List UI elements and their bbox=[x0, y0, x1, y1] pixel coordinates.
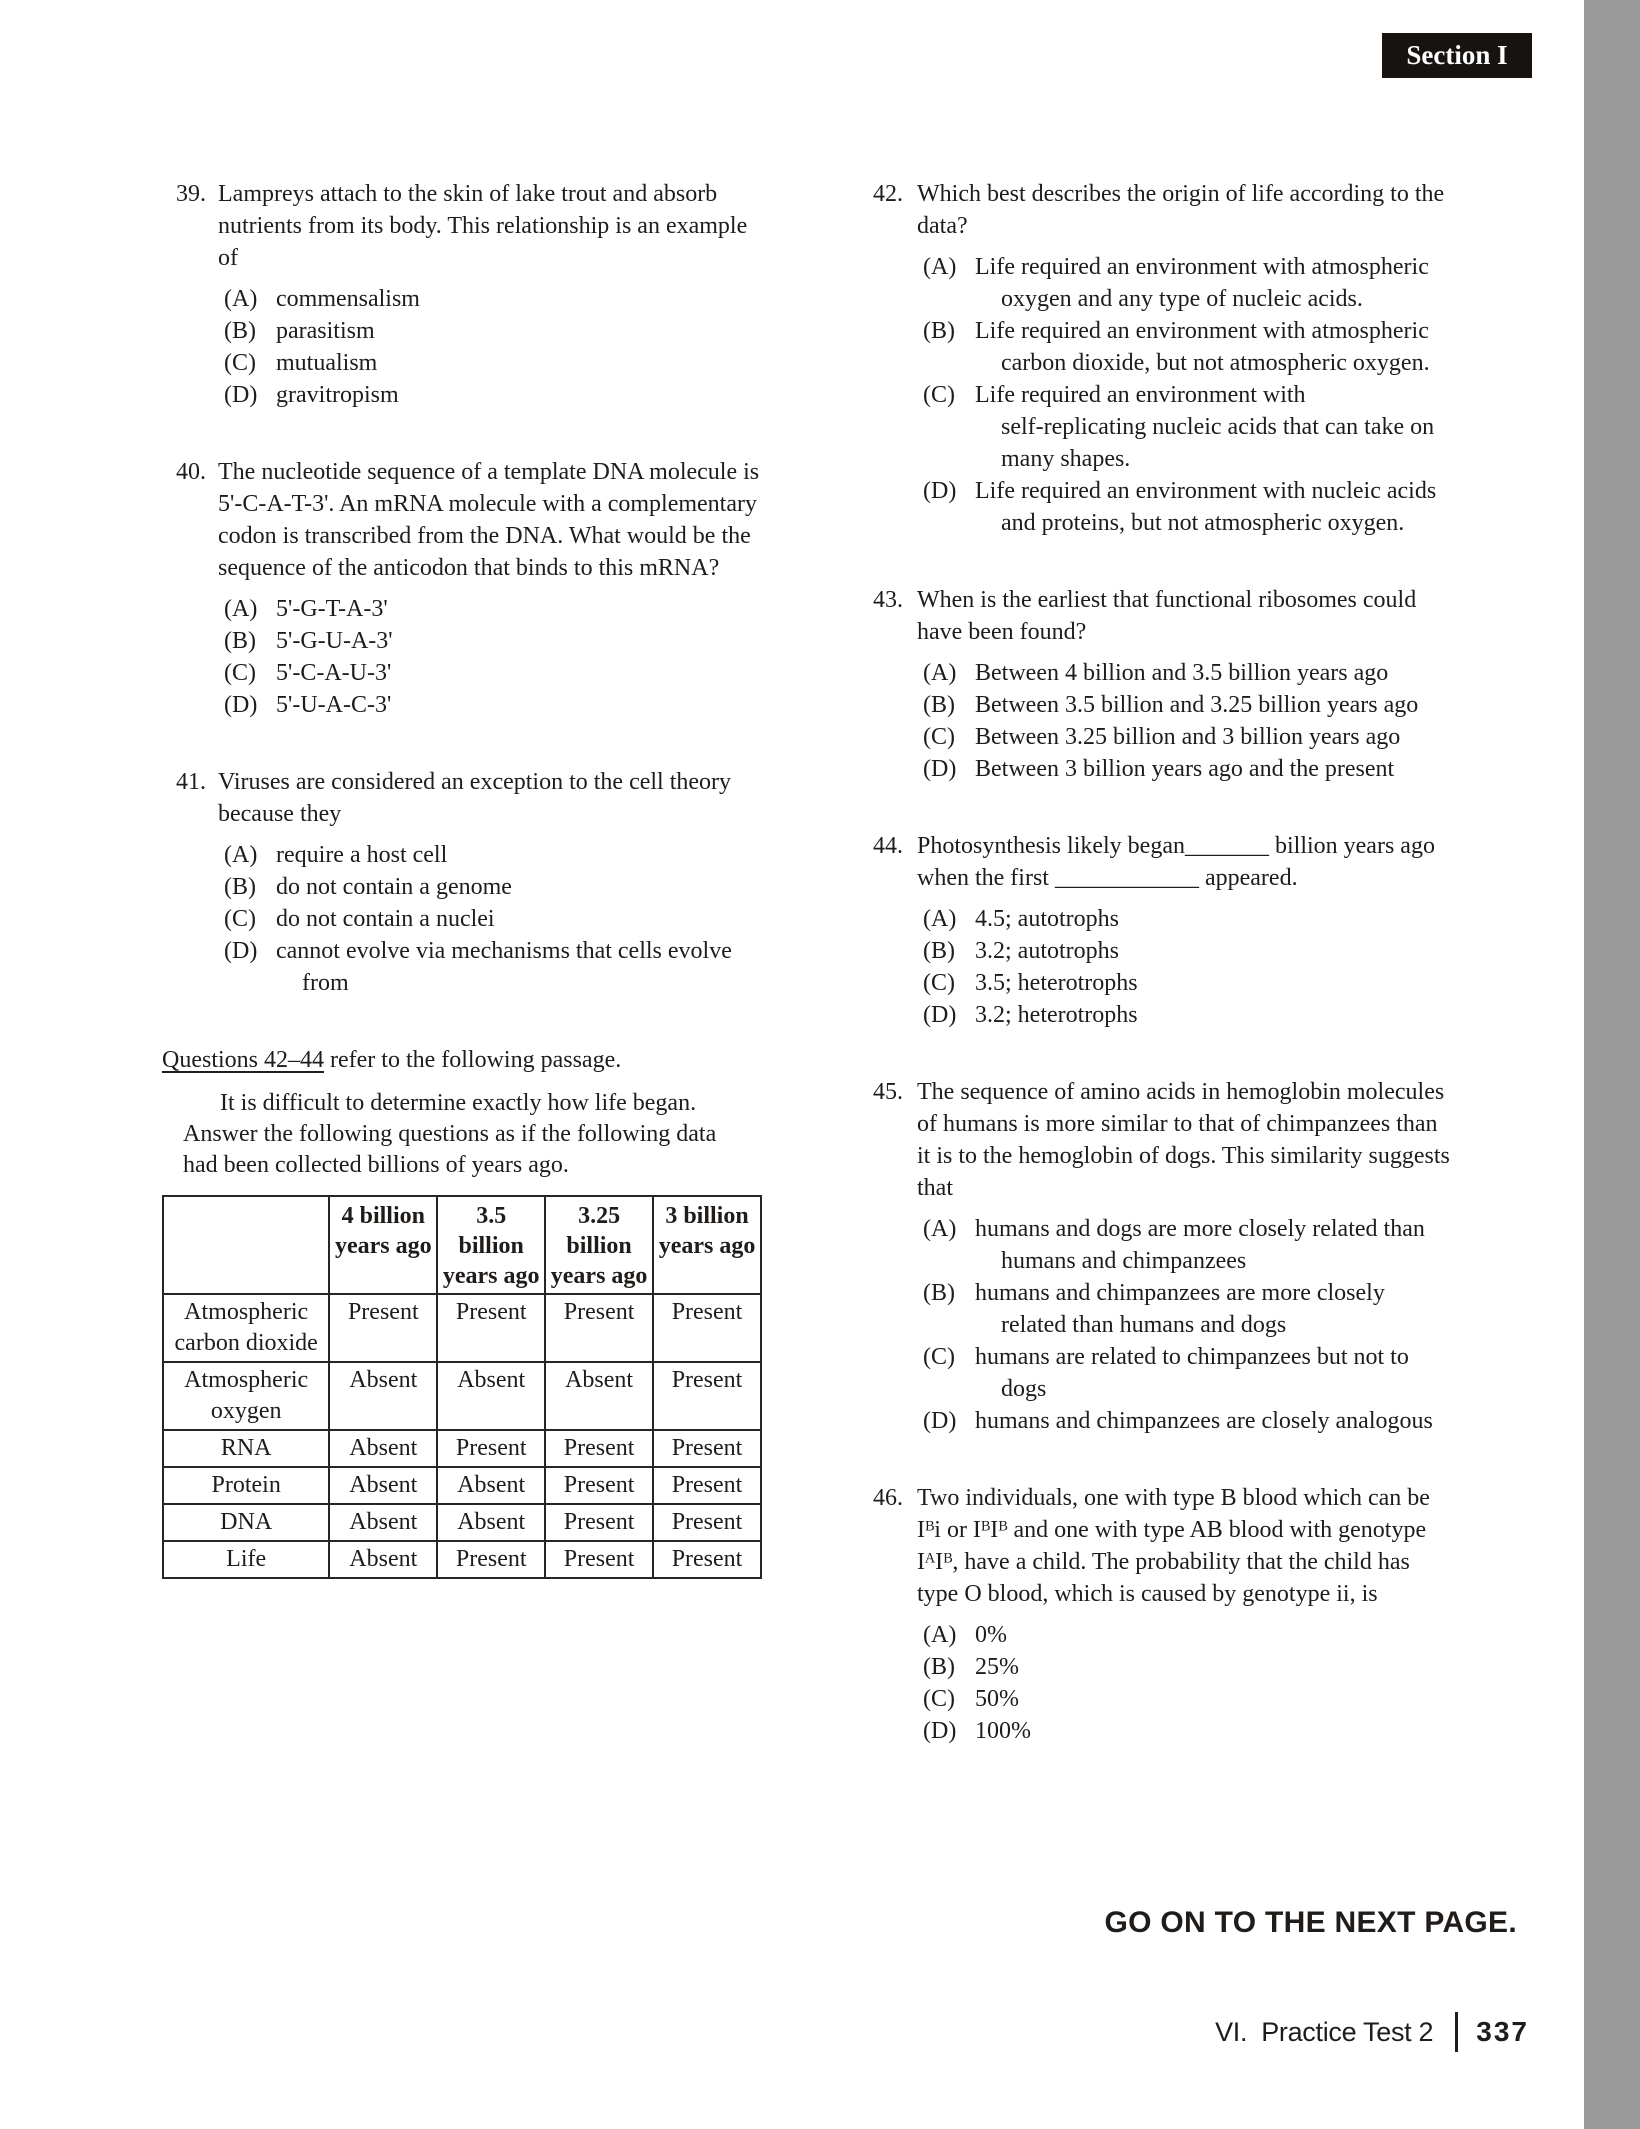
question-body bbox=[917, 584, 1453, 785]
table-row bbox=[163, 1362, 761, 1430]
question-44 bbox=[873, 830, 1453, 1031]
table-cell: Absent bbox=[329, 1504, 437, 1541]
choice-letter: (D) bbox=[923, 1002, 957, 1028]
table-cell: Present bbox=[545, 1467, 653, 1504]
table-cell: Present bbox=[545, 1541, 653, 1578]
choice bbox=[923, 1651, 1453, 1683]
question-body bbox=[218, 766, 762, 999]
question-body bbox=[218, 456, 762, 721]
question-body bbox=[917, 178, 1453, 539]
question-text: Photosynthesis likely began_______ billion years ago when the first ____________ appeared. bbox=[917, 833, 1435, 891]
choice-text: Between 3 billion years ago and the present bbox=[975, 756, 1395, 782]
choice-text: 5'-G-T-A-3' bbox=[276, 596, 388, 622]
choice-list bbox=[218, 839, 762, 999]
question-39 bbox=[176, 178, 762, 411]
table-cell: Absent bbox=[437, 1467, 545, 1504]
footer-breadcrumb bbox=[1215, 2012, 1529, 2052]
choice bbox=[923, 967, 1453, 999]
table-cell: Present bbox=[437, 1541, 545, 1578]
question-number: 42. bbox=[873, 181, 903, 207]
choice bbox=[923, 935, 1453, 967]
choice-letter: (D) bbox=[923, 1408, 957, 1434]
choice-letter: (A) bbox=[923, 1622, 957, 1648]
choice-text: 3.2; heterotrophs bbox=[975, 1002, 1138, 1028]
table-row-label: Life bbox=[163, 1541, 329, 1578]
choice-text: 5'-C-A-U-3' bbox=[276, 660, 392, 686]
choice-text: 5'-U-A-C-3' bbox=[276, 692, 392, 718]
choice bbox=[224, 657, 762, 689]
choice-text: 100% bbox=[975, 1718, 1031, 1744]
choice bbox=[923, 1341, 1453, 1405]
table-cell: Present bbox=[653, 1541, 761, 1578]
choice-letter: (D) bbox=[224, 382, 258, 408]
choice-letter: (D) bbox=[224, 692, 258, 718]
table-row-label: RNA bbox=[163, 1430, 329, 1467]
left-column bbox=[162, 178, 762, 1579]
choice-text: Between 3.25 billion and 3 billion years ago bbox=[975, 724, 1401, 750]
table-row bbox=[163, 1504, 761, 1541]
choice-list bbox=[917, 1213, 1453, 1437]
table-cell: Present bbox=[653, 1430, 761, 1467]
table-header-blank bbox=[163, 1196, 329, 1294]
section-badge bbox=[1382, 33, 1532, 78]
table-row bbox=[163, 1467, 761, 1504]
choice-text: gravitropism bbox=[276, 382, 399, 408]
table-cell: Present bbox=[653, 1467, 761, 1504]
choice bbox=[224, 689, 762, 721]
choice-letter: (B) bbox=[923, 318, 955, 344]
choice bbox=[224, 593, 762, 625]
choice bbox=[923, 999, 1453, 1031]
choice-text: humans and chimpanzees are closely analogous bbox=[975, 1408, 1433, 1434]
table-row-label: Protein bbox=[163, 1467, 329, 1504]
choice bbox=[923, 689, 1453, 721]
choice-letter: (C) bbox=[224, 350, 256, 376]
choice-text: cannot evolve via mechanisms that cells evolve from bbox=[276, 938, 732, 996]
choice-text: Life required an environment with nucleic acids and proteins, but not atmospheric oxygen. bbox=[975, 478, 1437, 536]
table-cell: Present bbox=[545, 1504, 653, 1541]
choice-letter: (C) bbox=[224, 660, 256, 686]
choice-text: humans and chimpanzees are more closely related than humans and dogs bbox=[975, 1280, 1385, 1338]
table-row bbox=[163, 1294, 761, 1362]
choice-letter: (B) bbox=[923, 1280, 955, 1306]
choice bbox=[923, 657, 1453, 689]
choice-text: 3.2; autotrophs bbox=[975, 938, 1119, 964]
question-text: When is the earliest that functional ribosomes could have been found? bbox=[917, 587, 1417, 645]
choice-text: 3.5; heterotrophs bbox=[975, 970, 1138, 996]
choice bbox=[923, 1715, 1453, 1747]
choice-letter: (D) bbox=[923, 756, 957, 782]
choice bbox=[923, 379, 1453, 475]
choice-letter: (B) bbox=[923, 1654, 955, 1680]
right-edge-strip bbox=[1584, 0, 1640, 2129]
question-45 bbox=[873, 1076, 1453, 1437]
table-cell: Present bbox=[329, 1294, 437, 1362]
table-cell: Present bbox=[545, 1294, 653, 1362]
question-number: 39. bbox=[176, 181, 206, 207]
table-cell: Absent bbox=[329, 1541, 437, 1578]
question-number: 41. bbox=[176, 769, 206, 795]
choice bbox=[224, 625, 762, 657]
question-body bbox=[917, 830, 1453, 1031]
passage: It is difficult to determine exactly how life began. Answer the following questions as if the following data had been collected billions of years ago. bbox=[183, 1090, 717, 1178]
table-cell: Absent bbox=[437, 1504, 545, 1541]
table-cell: Absent bbox=[437, 1362, 545, 1430]
choice-letter: (D) bbox=[224, 938, 258, 964]
table-row bbox=[163, 1430, 761, 1467]
choice-letter: (C) bbox=[224, 906, 256, 932]
choice bbox=[224, 315, 762, 347]
choice bbox=[923, 1213, 1453, 1277]
table-row-label: Atmospheric carbon dioxide bbox=[163, 1294, 329, 1362]
question-number: 46. bbox=[873, 1485, 903, 1511]
table-cell: Present bbox=[653, 1504, 761, 1541]
choice-text: 5'-G-U-A-3' bbox=[276, 628, 393, 654]
table-header-cell: 3.5 billion years ago bbox=[437, 1196, 545, 1294]
choice-text: 50% bbox=[975, 1686, 1019, 1712]
passage-reference-range: Questions 42–44 bbox=[162, 1047, 324, 1073]
table-row bbox=[163, 1541, 761, 1578]
choice-text: Life required an environment with atmospheric oxygen and any type of nucleic acids. bbox=[975, 254, 1429, 312]
question-number: 45. bbox=[873, 1079, 903, 1105]
table-cell: Absent bbox=[545, 1362, 653, 1430]
question-text: Viruses are considered an exception to the cell theory because they bbox=[218, 769, 732, 827]
choice bbox=[923, 903, 1453, 935]
table-cell: Present bbox=[545, 1430, 653, 1467]
choice-letter: (B) bbox=[224, 628, 256, 654]
question-41 bbox=[176, 766, 762, 999]
choice bbox=[923, 753, 1453, 785]
choice-letter: (B) bbox=[923, 938, 955, 964]
table-row-label: Atmospheric oxygen bbox=[163, 1362, 329, 1430]
question-text: Lampreys attach to the skin of lake trout and absorb nutrients from its body. This relationship is an example of bbox=[218, 181, 748, 271]
choice-letter: (B) bbox=[224, 318, 256, 344]
choice bbox=[224, 903, 762, 935]
choice bbox=[923, 1277, 1453, 1341]
choice-text: commensalism bbox=[276, 286, 420, 312]
passage-reference-heading bbox=[162, 1044, 762, 1076]
choice-letter: (D) bbox=[923, 478, 957, 504]
choice bbox=[923, 475, 1453, 539]
choice bbox=[923, 315, 1453, 379]
question-number: 40. bbox=[176, 459, 206, 485]
table-header-cell: 3 billion years ago bbox=[653, 1196, 761, 1294]
choice-letter: (A) bbox=[224, 842, 258, 868]
choice-letter: (A) bbox=[224, 286, 258, 312]
question-40 bbox=[176, 456, 762, 721]
table-cell: Present bbox=[437, 1430, 545, 1467]
choice-list bbox=[917, 251, 1453, 539]
choice-text: mutualism bbox=[276, 350, 378, 376]
choice-letter: (A) bbox=[923, 254, 957, 280]
table-row-label: DNA bbox=[163, 1504, 329, 1541]
table-header-cell: 4 billion years ago bbox=[329, 1196, 437, 1294]
choice-list bbox=[218, 593, 762, 721]
choice-list bbox=[917, 657, 1453, 785]
question-text: Which best describes the origin of life according to the data? bbox=[917, 181, 1445, 239]
question-text: The sequence of amino acids in hemoglobin molecules of humans is more similar to that of chimpanzees than it is to the hemoglobin of dogs. This similarity suggests that bbox=[917, 1079, 1450, 1201]
choice-list bbox=[917, 1619, 1453, 1747]
choice-list bbox=[917, 903, 1453, 1031]
question-body bbox=[917, 1076, 1453, 1437]
choice bbox=[923, 1619, 1453, 1651]
choice-letter: (C) bbox=[923, 1686, 955, 1712]
choice-letter: (B) bbox=[923, 692, 955, 718]
question-43 bbox=[873, 584, 1453, 785]
passage-reference-rest: refer to the following passage. bbox=[324, 1047, 622, 1073]
question-body bbox=[218, 178, 762, 411]
choice-letter: (A) bbox=[923, 1216, 957, 1242]
table-cell: Absent bbox=[329, 1467, 437, 1504]
choice bbox=[923, 721, 1453, 753]
table-cell: Present bbox=[653, 1294, 761, 1362]
choice bbox=[224, 935, 762, 999]
question-42 bbox=[873, 178, 1453, 539]
table-cell: Absent bbox=[329, 1362, 437, 1430]
choice bbox=[224, 379, 762, 411]
choice-text: do not contain a genome bbox=[276, 874, 512, 900]
choice-letter: (D) bbox=[923, 1718, 957, 1744]
question-body bbox=[917, 1482, 1453, 1747]
table-cell: Present bbox=[437, 1294, 545, 1362]
choice bbox=[923, 1683, 1453, 1715]
choice-text: humans and dogs are more closely related than humans and chimpanzees bbox=[975, 1216, 1425, 1274]
choice-text: 25% bbox=[975, 1654, 1019, 1680]
choice-text: Between 3.5 billion and 3.25 billion years ago bbox=[975, 692, 1419, 718]
data-table bbox=[162, 1195, 762, 1579]
choice-text: humans are related to chimpanzees but not to dogs bbox=[975, 1344, 1409, 1402]
choice-letter: (C) bbox=[923, 1344, 955, 1370]
choice-text: Life required an environment with atmospheric carbon dioxide, but not atmospheric oxygen. bbox=[975, 318, 1430, 376]
table-cell: Absent bbox=[329, 1430, 437, 1467]
footer-divider bbox=[1455, 2012, 1458, 2052]
table-header-row bbox=[163, 1196, 761, 1294]
choice-list bbox=[218, 283, 762, 411]
question-number: 43. bbox=[873, 587, 903, 613]
choice-text: 0% bbox=[975, 1622, 1007, 1648]
question-text: Two individuals, one with type B blood which can be Iᴮi or IᴮIᴮ and one with type AB blood with genotype IᴬIᴮ, have a child. The probability that the child has type O blood, which is caused by genotype ii, is bbox=[917, 1485, 1430, 1607]
footer-section-label: VI. bbox=[1215, 2016, 1248, 2047]
choice bbox=[224, 871, 762, 903]
question-text: The nucleotide sequence of a template DNA molecule is 5'-C-A-T-3'. An mRNA molecule with a complementary codon is transcribed from the DNA. What would be the sequence of the anticodon that binds to this mRNA? bbox=[218, 459, 760, 581]
choice bbox=[923, 1405, 1453, 1437]
go-on-instruction: GO ON TO THE NEXT PAGE. bbox=[1104, 1906, 1517, 1939]
choice-letter: (A) bbox=[923, 660, 957, 686]
choice-letter: (C) bbox=[923, 970, 955, 996]
choice-text: Between 4 billion and 3.5 billion years ago bbox=[975, 660, 1389, 686]
choice-text: do not contain a nuclei bbox=[276, 906, 495, 932]
table-cell: Present bbox=[653, 1362, 761, 1430]
choice-letter: (C) bbox=[923, 724, 955, 750]
choice bbox=[224, 839, 762, 871]
page-number: 337 bbox=[1476, 2016, 1529, 2047]
choice-letter: (B) bbox=[224, 874, 256, 900]
choice bbox=[923, 251, 1453, 315]
question-number: 44. bbox=[873, 833, 903, 859]
question-46 bbox=[873, 1482, 1453, 1747]
right-column bbox=[873, 178, 1453, 1747]
choice bbox=[224, 283, 762, 315]
section-badge-label: Section I bbox=[1406, 40, 1508, 70]
choice-text: 4.5; autotrophs bbox=[975, 906, 1119, 932]
choice-letter: (A) bbox=[224, 596, 258, 622]
footer-title-label: Practice Test 2 bbox=[1261, 2016, 1434, 2047]
choice-letter: (C) bbox=[923, 382, 955, 408]
choice-letter: (A) bbox=[923, 906, 957, 932]
choice bbox=[224, 347, 762, 379]
choice-text: parasitism bbox=[276, 318, 375, 344]
table-header-cell: 3.25 billion years ago bbox=[545, 1196, 653, 1294]
choice-text: Life required an environment with self‑replicating nucleic acids that can take on many shapes. bbox=[975, 382, 1435, 472]
choice-text: require a host cell bbox=[276, 842, 448, 868]
